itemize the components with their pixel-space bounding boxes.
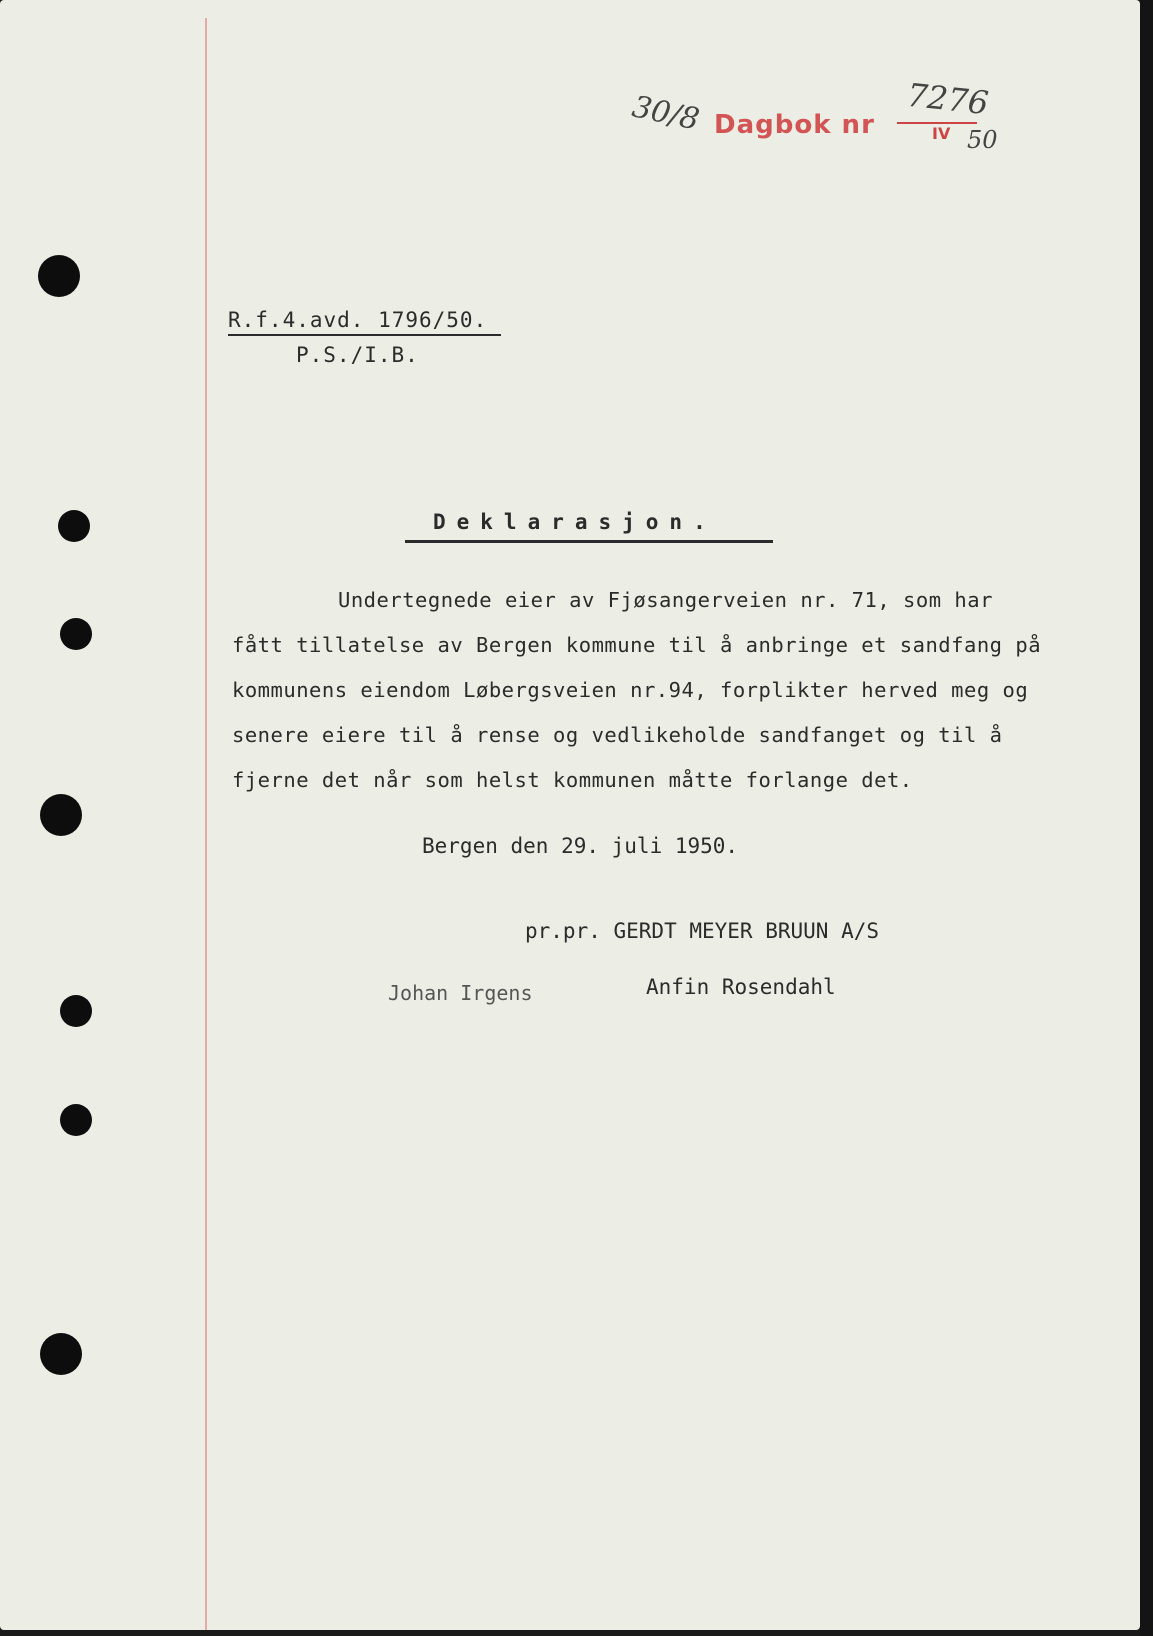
stamp-date: 30/8 — [629, 89, 703, 138]
journal-stamp — [629, 75, 1012, 160]
reference-number: R.f.4.avd. 1796/50. — [228, 308, 501, 336]
punch-hole — [60, 618, 92, 650]
stamp-sub: IV — [932, 124, 951, 143]
place-date: Bergen den 29. juli 1950. — [422, 834, 739, 858]
punch-hole — [40, 1333, 82, 1375]
stamp-label: Dagbok nr — [714, 110, 875, 140]
body-line: senere eiere til å rense og vedlikeholde sandfanget og til å — [232, 723, 1003, 747]
margin-line — [205, 18, 207, 1630]
scan-border — [1140, 0, 1153, 1636]
body-line: fjerne det når som helst kommunen måtte forlange det. — [232, 768, 913, 792]
stamp-number: 7276 — [905, 75, 991, 123]
punch-hole — [40, 794, 82, 836]
punch-hole — [60, 995, 92, 1027]
body-line: Undertegnede eier av Fjøsangerveien nr. 71, som har — [338, 588, 993, 612]
signature-right: Anfin Rosendahl — [646, 975, 836, 999]
body-line: kommunens eiendom Løbergsveien nr.94, forplikter herved meg og — [232, 678, 1029, 702]
document-title: Deklarasjon. — [405, 510, 773, 543]
punch-hole — [58, 510, 90, 542]
reference-initials: P.S./I.B. — [296, 343, 419, 367]
punch-hole — [60, 1104, 92, 1136]
punch-hole — [38, 255, 80, 297]
stamp-year: 50 — [967, 126, 998, 154]
body-line: fått tillatelse av Bergen kommune til å anbringe et sandfang på — [232, 633, 1042, 657]
company-name: pr.pr. GERDT MEYER BRUUN A/S — [525, 919, 880, 943]
signature-left: Johan Irgens — [388, 981, 533, 1005]
